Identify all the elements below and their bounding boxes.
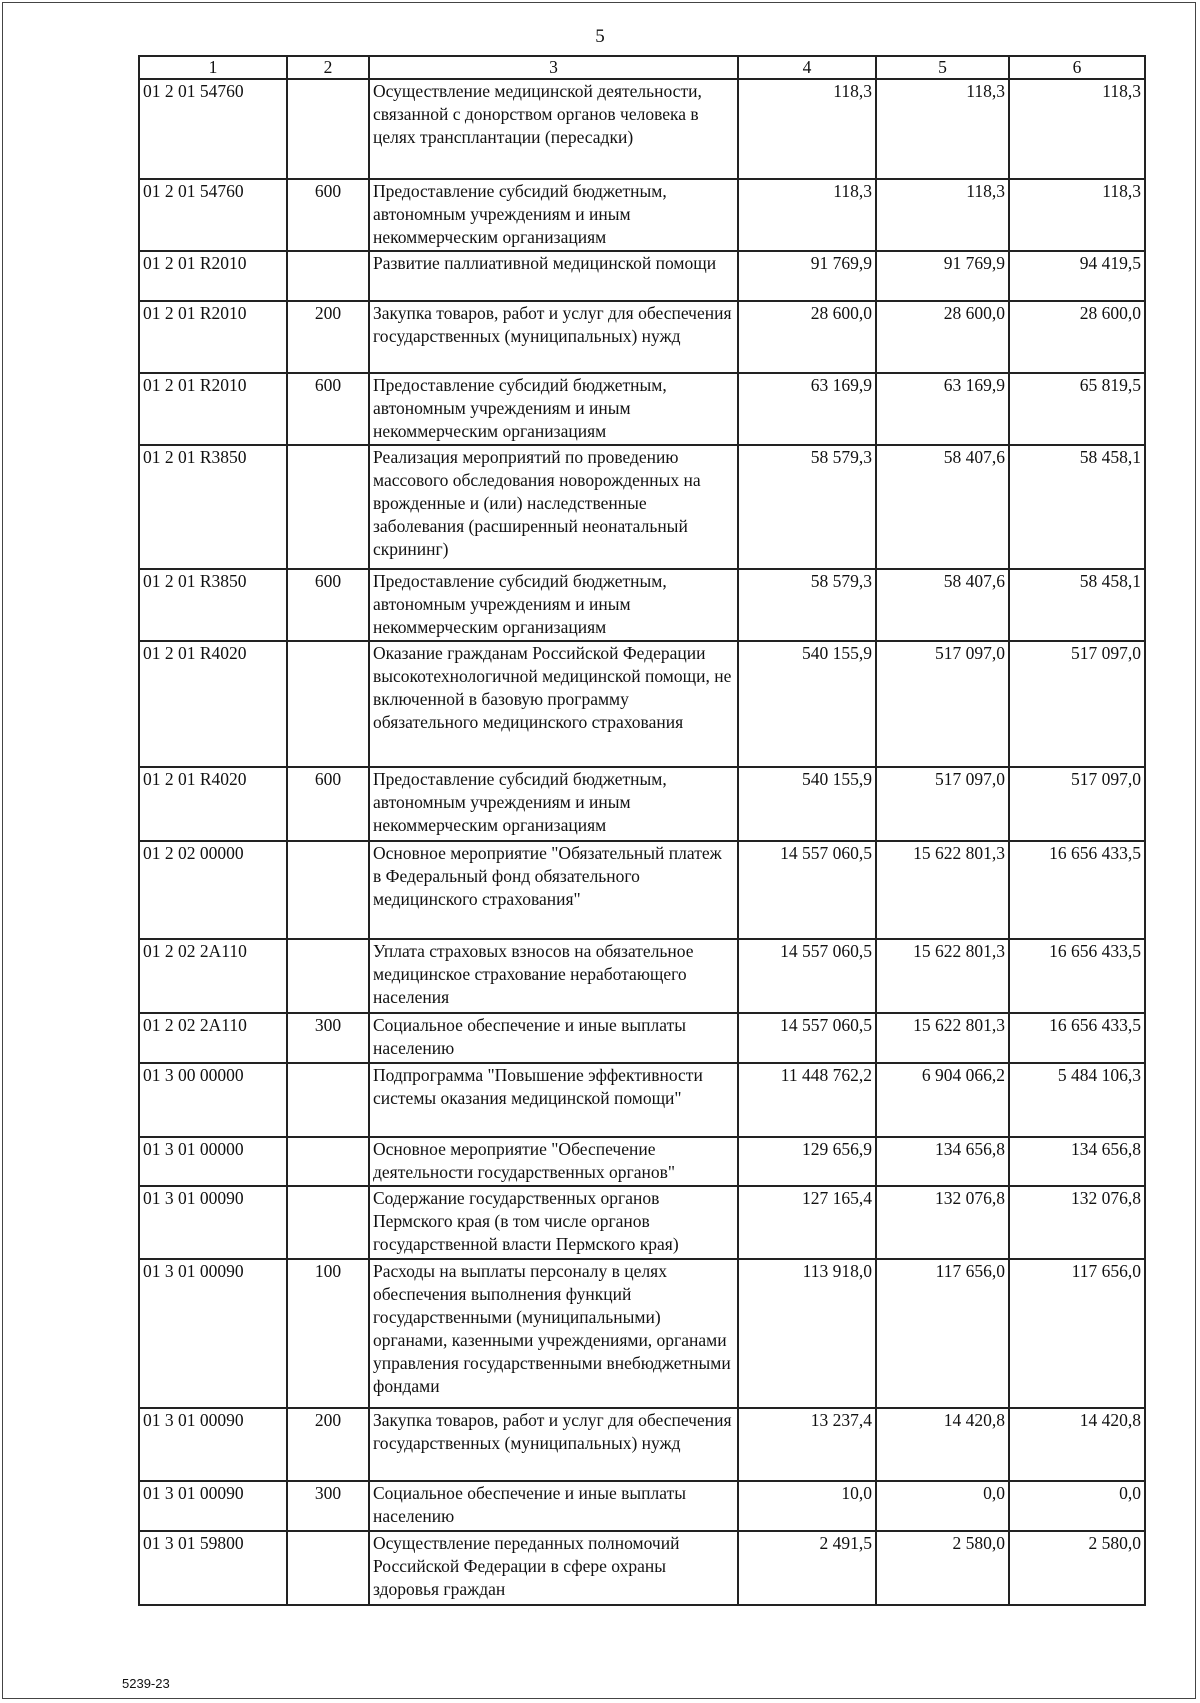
cell-expense-type: 300 [287,1013,369,1063]
cell-name: Реализация мероприятий по проведению массового обследования новорожденных на врожденные и (или) наследственные заболевания (расширенный неонатальный скрининг) [369,445,738,569]
table-row [139,79,1145,179]
cell-value-col6: 28 600,0 [1009,301,1145,373]
cell-value-col5: 118,3 [876,79,1009,179]
cell-value-col4: 540 155,9 [738,641,876,767]
cell-code: 01 3 01 00000 [139,1137,287,1186]
cell-value-col6: 5 484 106,3 [1009,1063,1145,1137]
cell-expense-type: 200 [287,301,369,373]
document-id: 5239-23 [122,1676,170,1691]
cell-value-col5: 28 600,0 [876,301,1009,373]
cell-expense-type: 600 [287,767,369,841]
cell-code: 01 2 02 2A110 [139,1013,287,1063]
table-row [139,301,1145,373]
cell-value-col6: 16 656 433,5 [1009,841,1145,939]
cell-code: 01 2 01 R2010 [139,251,287,301]
cell-value-col4: 58 579,3 [738,445,876,569]
cell-value-col6: 117 656,0 [1009,1259,1145,1408]
cell-value-col5: 15 622 801,3 [876,841,1009,939]
cell-expense-type [287,1137,369,1186]
cell-name: Оказание гражданам Российской Федерации высокотехнологичной медицинской помощи, не включенной в базовую программу обязательного медицинского страхования [369,641,738,767]
table-row [139,939,1145,1013]
header-col-3: 3 [369,56,738,79]
cell-value-col4: 14 557 060,5 [738,1013,876,1063]
cell-name: Закупка товаров, работ и услуг для обеспечения государственных (муниципальных) нужд [369,301,738,373]
cell-expense-type [287,841,369,939]
cell-value-col5: 15 622 801,3 [876,1013,1009,1063]
cell-value-col6: 16 656 433,5 [1009,1013,1145,1063]
cell-name: Предоставление субсидий бюджетным, автономным учреждениям и иным некоммерческим организациям [369,179,738,251]
cell-name: Предоставление субсидий бюджетным, автономным учреждениям и иным некоммерческим организациям [369,569,738,641]
cell-value-col6: 94 419,5 [1009,251,1145,301]
cell-name: Основное мероприятие "Обеспечение деятельности государственных органов" [369,1137,738,1186]
cell-code: 01 3 01 00090 [139,1186,287,1259]
cell-value-col6: 58 458,1 [1009,445,1145,569]
cell-name: Социальное обеспечение и иные выплаты населению [369,1013,738,1063]
cell-value-col5: 15 622 801,3 [876,939,1009,1013]
table-row [139,1531,1145,1605]
cell-value-col5: 118,3 [876,179,1009,251]
header-col-5: 5 [876,56,1009,79]
cell-code: 01 2 01 R3850 [139,445,287,569]
cell-value-col5: 134 656,8 [876,1137,1009,1186]
table-row [139,767,1145,841]
cell-code: 01 3 01 00090 [139,1481,287,1531]
cell-expense-type [287,1186,369,1259]
cell-code: 01 2 01 R3850 [139,569,287,641]
cell-name: Развитие паллиативной медицинской помощи [369,251,738,301]
cell-name: Закупка товаров, работ и услуг для обеспечения государственных (муниципальных) нужд [369,1408,738,1481]
cell-value-col4: 13 237,4 [738,1408,876,1481]
cell-code: 01 2 01 54760 [139,179,287,251]
cell-expense-type: 600 [287,179,369,251]
cell-value-col5: 6 904 066,2 [876,1063,1009,1137]
cell-value-col5: 132 076,8 [876,1186,1009,1259]
cell-value-col6: 517 097,0 [1009,641,1145,767]
cell-value-col6: 132 076,8 [1009,1186,1145,1259]
cell-value-col4: 10,0 [738,1481,876,1531]
cell-code: 01 2 01 R2010 [139,373,287,445]
table-row [139,1137,1145,1186]
cell-expense-type: 200 [287,1408,369,1481]
cell-value-col6: 0,0 [1009,1481,1145,1531]
cell-value-col4: 118,3 [738,179,876,251]
cell-value-col6: 134 656,8 [1009,1137,1145,1186]
cell-code: 01 3 00 00000 [139,1063,287,1137]
cell-value-col6: 118,3 [1009,79,1145,179]
cell-code: 01 2 02 2A110 [139,939,287,1013]
cell-value-col5: 117 656,0 [876,1259,1009,1408]
table-row [139,373,1145,445]
cell-value-col4: 91 769,9 [738,251,876,301]
cell-value-col4: 127 165,4 [738,1186,876,1259]
cell-name: Осуществление переданных полномочий Российской Федерации в сфере охраны здоровья граждан [369,1531,738,1605]
cell-value-col4: 540 155,9 [738,767,876,841]
cell-value-col4: 11 448 762,2 [738,1063,876,1137]
header-col-6: 6 [1009,56,1145,79]
table-row [139,1063,1145,1137]
cell-value-col4: 14 557 060,5 [738,939,876,1013]
cell-name: Основное мероприятие "Обязательный платеж в Федеральный фонд обязательного медицинского страхования" [369,841,738,939]
header-col-1: 1 [139,56,287,79]
table-row [139,1013,1145,1063]
table-row [139,1186,1145,1259]
cell-value-col4: 14 557 060,5 [738,841,876,939]
cell-code: 01 3 01 59800 [139,1531,287,1605]
cell-name: Уплата страховых взносов на обязательное медицинское страхование неработающего населения [369,939,738,1013]
table-row [139,251,1145,301]
cell-expense-type [287,641,369,767]
cell-value-col5: 517 097,0 [876,767,1009,841]
cell-value-col4: 113 918,0 [738,1259,876,1408]
cell-value-col4: 28 600,0 [738,301,876,373]
header-row [139,56,1145,79]
cell-code: 01 3 01 00090 [139,1408,287,1481]
cell-value-col6: 65 819,5 [1009,373,1145,445]
cell-value-col4: 63 169,9 [738,373,876,445]
cell-value-col5: 58 407,6 [876,445,1009,569]
cell-code: 01 2 01 R4020 [139,767,287,841]
cell-code: 01 2 02 00000 [139,841,287,939]
table-row [139,445,1145,569]
cell-value-col4: 129 656,9 [738,1137,876,1186]
cell-value-col4: 118,3 [738,79,876,179]
cell-name: Осуществление медицинской деятельности, связанной с донорством органов человека в целях трансплантации (пересадки) [369,79,738,179]
cell-expense-type [287,1063,369,1137]
cell-value-col6: 2 580,0 [1009,1531,1145,1605]
table-row [139,641,1145,767]
cell-value-col5: 91 769,9 [876,251,1009,301]
cell-expense-type: 600 [287,373,369,445]
table-row [139,841,1145,939]
budget-table [138,55,1146,1606]
cell-value-col6: 16 656 433,5 [1009,939,1145,1013]
header-col-2: 2 [287,56,369,79]
cell-value-col4: 2 491,5 [738,1531,876,1605]
header-col-4: 4 [738,56,876,79]
page-number: 5 [595,26,605,47]
cell-code: 01 2 01 54760 [139,79,287,179]
cell-name: Содержание государственных органов Пермского края (в том числе органов государственной власти Пермского края) [369,1186,738,1259]
cell-value-col6: 517 097,0 [1009,767,1145,841]
cell-value-col5: 517 097,0 [876,641,1009,767]
table-row [139,569,1145,641]
cell-value-col6: 118,3 [1009,179,1145,251]
cell-value-col5: 2 580,0 [876,1531,1009,1605]
cell-code: 01 2 01 R2010 [139,301,287,373]
cell-expense-type [287,939,369,1013]
cell-expense-type: 100 [287,1259,369,1408]
cell-name: Расходы на выплаты персоналу в целях обеспечения выполнения функций государственными (муниципальными) органами, казенными учреждениями, органами управления государственными внебюджетными фондами [369,1259,738,1408]
table-row [139,1259,1145,1408]
cell-expense-type [287,1531,369,1605]
cell-value-col6: 14 420,8 [1009,1408,1145,1481]
table-row [139,1408,1145,1481]
cell-value-col5: 58 407,6 [876,569,1009,641]
cell-expense-type [287,445,369,569]
cell-value-col6: 58 458,1 [1009,569,1145,641]
cell-code: 01 2 01 R4020 [139,641,287,767]
cell-value-col4: 58 579,3 [738,569,876,641]
cell-name: Предоставление субсидий бюджетным, автономным учреждениям и иным некоммерческим организациям [369,373,738,445]
cell-name: Предоставление субсидий бюджетным, автономным учреждениям и иным некоммерческим организациям [369,767,738,841]
cell-expense-type: 600 [287,569,369,641]
cell-expense-type [287,79,369,179]
cell-value-col5: 63 169,9 [876,373,1009,445]
table-body [139,79,1145,1605]
cell-value-col5: 0,0 [876,1481,1009,1531]
cell-expense-type [287,251,369,301]
table-row [139,179,1145,251]
cell-name: Социальное обеспечение и иные выплаты населению [369,1481,738,1531]
cell-expense-type: 300 [287,1481,369,1531]
cell-name: Подпрограмма "Повышение эффективности системы оказания медицинской помощи" [369,1063,738,1137]
table-row [139,1481,1145,1531]
cell-value-col5: 14 420,8 [876,1408,1009,1481]
cell-code: 01 3 01 00090 [139,1259,287,1408]
